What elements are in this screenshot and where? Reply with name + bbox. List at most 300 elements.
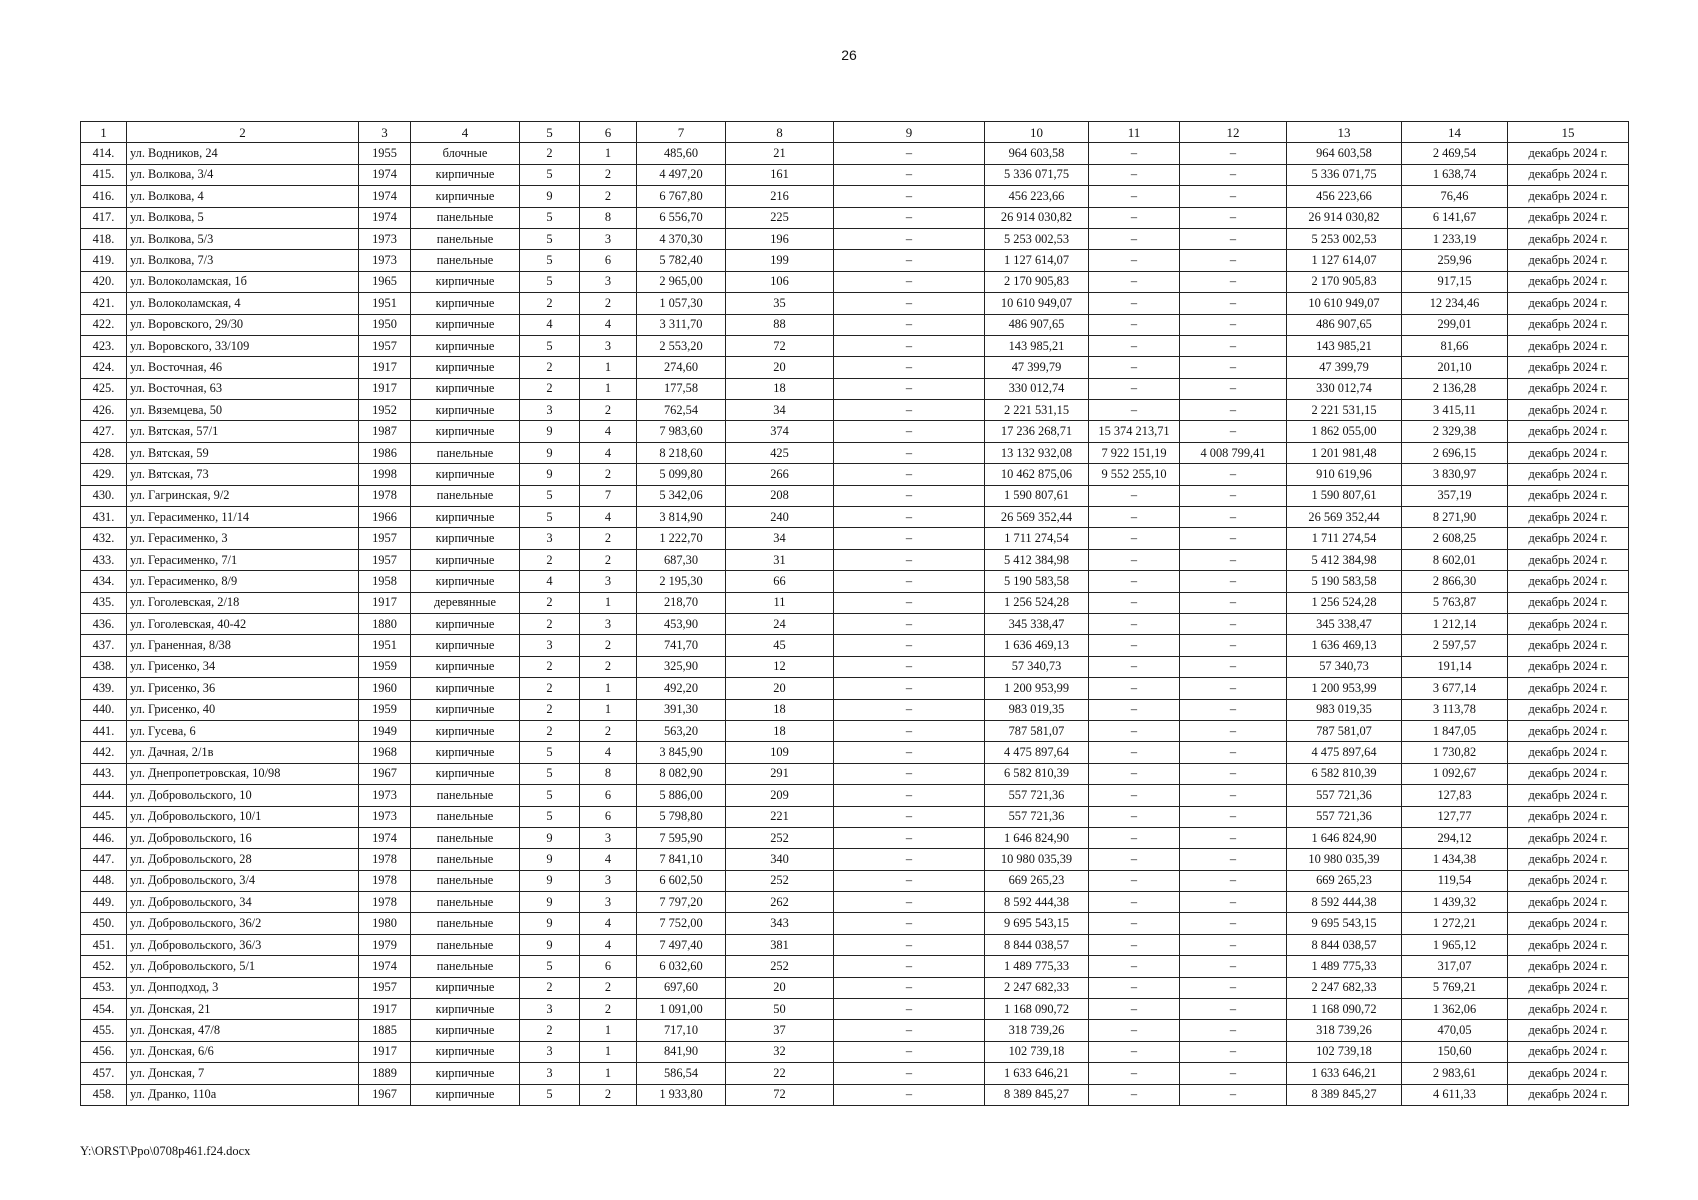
table-cell: 456 223,66 — [985, 186, 1089, 207]
table-cell: 1 434,38 — [1402, 849, 1508, 870]
table-cell: декабрь 2024 г. — [1508, 1084, 1629, 1105]
table-cell: – — [834, 250, 985, 271]
table-cell: 3 677,14 — [1402, 678, 1508, 699]
table-cell: 6 582 810,39 — [985, 763, 1089, 784]
table-cell: 45 — [726, 635, 834, 656]
table-cell: – — [834, 827, 985, 848]
table-cell: 2 — [520, 678, 580, 699]
table-cell: 1967 — [359, 1084, 411, 1105]
table-cell: 9 695 543,15 — [1287, 913, 1402, 934]
table-cell: 318 739,26 — [1287, 1020, 1402, 1041]
table-cell: 5 336 071,75 — [985, 164, 1089, 185]
file-path-footer: Y:\ORST\Ppo\0708p461.f24.docx — [80, 1144, 251, 1158]
table-cell: 417. — [81, 207, 127, 228]
table-cell: декабрь 2024 г. — [1508, 314, 1629, 335]
table-cell: – — [834, 485, 985, 506]
column-header-14: 14 — [1402, 122, 1508, 143]
table-cell: ул. Герасименко, 8/9 — [127, 571, 359, 592]
table-cell: 5 190 583,58 — [1287, 571, 1402, 592]
table-cell: ул. Гоголевская, 40-42 — [127, 613, 359, 634]
table-cell: – — [1089, 143, 1180, 164]
table-cell: декабрь 2024 г. — [1508, 528, 1629, 549]
table-cell: 1959 — [359, 656, 411, 677]
table-cell: 8 — [580, 207, 637, 228]
table-cell: 9 — [520, 913, 580, 934]
table-cell: ул. Донская, 47/8 — [127, 1020, 359, 1041]
table-cell: декабрь 2024 г. — [1508, 827, 1629, 848]
table-cell: 1968 — [359, 742, 411, 763]
table-cell: 357,19 — [1402, 485, 1508, 506]
table-cell: – — [834, 207, 985, 228]
table-row — [81, 1020, 1629, 1041]
table-cell: 4 — [580, 913, 637, 934]
table-row — [81, 335, 1629, 356]
table-cell: 20 — [726, 977, 834, 998]
table-cell: 2 221 531,15 — [985, 400, 1089, 421]
table-cell: панельные — [411, 870, 520, 891]
table-cell: 3 — [580, 870, 637, 891]
table-cell: 456 223,66 — [1287, 186, 1402, 207]
table-cell: кирпичные — [411, 549, 520, 570]
table-cell: 161 — [726, 164, 834, 185]
table-cell: 2 553,20 — [637, 335, 726, 356]
table-cell: – — [1180, 357, 1287, 378]
table-cell: 2 — [580, 999, 637, 1020]
table-cell: ул. Вятская, 57/1 — [127, 421, 359, 442]
table-cell: 10 980 035,39 — [1287, 849, 1402, 870]
table-cell: 964 603,58 — [985, 143, 1089, 164]
table-cell: – — [1180, 763, 1287, 784]
table-cell: 343 — [726, 913, 834, 934]
table-cell: декабрь 2024 г. — [1508, 335, 1629, 356]
column-header-13: 13 — [1287, 122, 1402, 143]
table-row — [81, 293, 1629, 314]
table-cell: – — [834, 613, 985, 634]
table-cell: 1 — [580, 357, 637, 378]
table-cell: 318 739,26 — [985, 1020, 1089, 1041]
table-cell: 557 721,36 — [1287, 785, 1402, 806]
table-cell: 2 170 905,83 — [1287, 271, 1402, 292]
table-cell: 1 — [580, 378, 637, 399]
table-cell: – — [1180, 892, 1287, 913]
table-cell: 4 475 897,64 — [1287, 742, 1402, 763]
table-cell: – — [1089, 999, 1180, 1020]
table-cell: – — [834, 421, 985, 442]
table-cell: 5 253 002,53 — [985, 228, 1089, 249]
table-cell: – — [1180, 785, 1287, 806]
table-cell: – — [1089, 164, 1180, 185]
table-cell: 5 190 583,58 — [985, 571, 1089, 592]
table-cell: 4 008 799,41 — [1180, 442, 1287, 463]
table-cell: 2 221 531,15 — [1287, 400, 1402, 421]
table-cell: – — [1089, 635, 1180, 656]
table-row — [81, 571, 1629, 592]
table-cell: – — [1089, 592, 1180, 613]
table-row — [81, 421, 1629, 442]
table-cell: – — [1089, 806, 1180, 827]
table-cell: 291 — [726, 763, 834, 784]
table-cell: 3 — [580, 613, 637, 634]
table-cell: 119,54 — [1402, 870, 1508, 891]
table-cell: 72 — [726, 1084, 834, 1105]
table-cell: – — [834, 335, 985, 356]
table-cell: декабрь 2024 г. — [1508, 186, 1629, 207]
table-cell: 453. — [81, 977, 127, 998]
table-cell: 437. — [81, 635, 127, 656]
table-cell: 143 985,21 — [1287, 335, 1402, 356]
table-cell: 1 057,30 — [637, 293, 726, 314]
table-cell: – — [1180, 571, 1287, 592]
table-cell: – — [1180, 849, 1287, 870]
table-cell: 1966 — [359, 507, 411, 528]
table-cell: 3 — [520, 528, 580, 549]
table-cell: – — [1089, 913, 1180, 934]
table-cell: 741,70 — [637, 635, 726, 656]
table-cell: – — [1089, 335, 1180, 356]
table-cell: кирпичные — [411, 1063, 520, 1084]
table-cell: – — [834, 507, 985, 528]
table-cell: 418. — [81, 228, 127, 249]
table-cell: 1974 — [359, 186, 411, 207]
table-cell: 2 965,00 — [637, 271, 726, 292]
table-row — [81, 763, 1629, 784]
table-cell: ул. Водников, 24 — [127, 143, 359, 164]
table-cell: – — [1089, 528, 1180, 549]
table-cell: 81,66 — [1402, 335, 1508, 356]
table-cell: панельные — [411, 228, 520, 249]
table-cell: – — [1180, 827, 1287, 848]
table-cell: 109 — [726, 742, 834, 763]
table-cell: 24 — [726, 613, 834, 634]
table-cell: 2 — [580, 1084, 637, 1105]
table-cell: декабрь 2024 г. — [1508, 806, 1629, 827]
table-row — [81, 892, 1629, 913]
table-cell: ул. Волкова, 7/3 — [127, 250, 359, 271]
table-cell: – — [1089, 656, 1180, 677]
table-cell: 687,30 — [637, 549, 726, 570]
table-cell: 50 — [726, 999, 834, 1020]
table-cell: 442. — [81, 742, 127, 763]
table-cell: ул. Добровольского, 5/1 — [127, 956, 359, 977]
table-cell: 15 374 213,71 — [1089, 421, 1180, 442]
table-cell: – — [1180, 400, 1287, 421]
table-cell: 441. — [81, 720, 127, 741]
table-row — [81, 934, 1629, 955]
table-cell: – — [1180, 934, 1287, 955]
table-cell: 20 — [726, 357, 834, 378]
table-cell: – — [1089, 186, 1180, 207]
table-cell: 1957 — [359, 528, 411, 549]
table-cell: декабрь 2024 г. — [1508, 934, 1629, 955]
table-cell: 12 234,46 — [1402, 293, 1508, 314]
table-cell: 2 — [580, 186, 637, 207]
table-cell: ул. Герасименко, 11/14 — [127, 507, 359, 528]
table-row — [81, 271, 1629, 292]
table-cell: 6 032,60 — [637, 956, 726, 977]
table-cell: 1951 — [359, 635, 411, 656]
table-cell: декабрь 2024 г. — [1508, 913, 1629, 934]
table-cell: 252 — [726, 956, 834, 977]
table-cell: декабрь 2024 г. — [1508, 293, 1629, 314]
table-cell: – — [1180, 143, 1287, 164]
table-cell: 423. — [81, 335, 127, 356]
table-cell: – — [1180, 207, 1287, 228]
table-cell: 9 — [520, 870, 580, 891]
table-row — [81, 228, 1629, 249]
table-cell: 2 136,28 — [1402, 378, 1508, 399]
table-row — [81, 656, 1629, 677]
table-cell: кирпичные — [411, 335, 520, 356]
page-number: 26 — [841, 47, 857, 63]
table-cell: – — [834, 977, 985, 998]
table-cell: 1 256 524,28 — [1287, 592, 1402, 613]
table-cell: 1957 — [359, 977, 411, 998]
table-cell: 2 608,25 — [1402, 528, 1508, 549]
table-cell: 8 271,90 — [1402, 507, 1508, 528]
table-cell: 9 — [520, 464, 580, 485]
table-cell: кирпичные — [411, 763, 520, 784]
table-cell: 1951 — [359, 293, 411, 314]
table-cell: 419. — [81, 250, 127, 271]
table-cell: 1 127 614,07 — [1287, 250, 1402, 271]
table-cell: декабрь 2024 г. — [1508, 442, 1629, 463]
table-cell: 1978 — [359, 485, 411, 506]
table-cell: 4 497,20 — [637, 164, 726, 185]
table-cell: 199 — [726, 250, 834, 271]
table-cell: 458. — [81, 1084, 127, 1105]
table-cell: 1 272,21 — [1402, 913, 1508, 934]
table-cell: – — [834, 549, 985, 570]
table-cell: кирпичные — [411, 293, 520, 314]
table-cell: 34 — [726, 400, 834, 421]
table-cell: декабрь 2024 г. — [1508, 507, 1629, 528]
table-cell: кирпичные — [411, 271, 520, 292]
table-cell: 586,54 — [637, 1063, 726, 1084]
table-cell: 299,01 — [1402, 314, 1508, 335]
table-cell: декабрь 2024 г. — [1508, 571, 1629, 592]
table-cell: 57 340,73 — [985, 656, 1089, 677]
table-cell: ул. Гусева, 6 — [127, 720, 359, 741]
column-header-7: 7 — [637, 122, 726, 143]
table-cell: 3 — [520, 400, 580, 421]
table-cell: – — [1180, 870, 1287, 891]
table-cell: 391,30 — [637, 699, 726, 720]
table-cell: 8 218,60 — [637, 442, 726, 463]
table-cell: 1 091,00 — [637, 999, 726, 1020]
table-cell: кирпичные — [411, 357, 520, 378]
table-cell: 6 767,80 — [637, 186, 726, 207]
table-cell: 2 — [520, 977, 580, 998]
table-cell: – — [834, 678, 985, 699]
table-cell: – — [1180, 720, 1287, 741]
table-cell: 1958 — [359, 571, 411, 592]
table-cell: 445. — [81, 806, 127, 827]
table-cell: 1974 — [359, 956, 411, 977]
table-cell: кирпичные — [411, 635, 520, 656]
table-row — [81, 164, 1629, 185]
housing-register-table — [80, 121, 1629, 1106]
table-cell: панельные — [411, 250, 520, 271]
table-cell: 7 595,90 — [637, 827, 726, 848]
column-header-15: 15 — [1508, 122, 1629, 143]
table-cell: 345 338,47 — [985, 613, 1089, 634]
table-cell: декабрь 2024 г. — [1508, 549, 1629, 570]
table-cell: декабрь 2024 г. — [1508, 1063, 1629, 1084]
table-cell: кирпичные — [411, 507, 520, 528]
table-cell: 1 711 274,54 — [985, 528, 1089, 549]
table-cell: панельные — [411, 892, 520, 913]
table-row — [81, 956, 1629, 977]
table-cell: кирпичные — [411, 186, 520, 207]
column-header-11: 11 — [1089, 122, 1180, 143]
table-cell: 2 469,54 — [1402, 143, 1508, 164]
table-cell: 3 — [580, 892, 637, 913]
table-cell: – — [1089, 720, 1180, 741]
table-cell: 66 — [726, 571, 834, 592]
table-cell: 5 342,06 — [637, 485, 726, 506]
table-cell: 4 — [580, 849, 637, 870]
table-cell: 2 597,57 — [1402, 635, 1508, 656]
table-row — [81, 549, 1629, 570]
table-cell: 557 721,36 — [1287, 806, 1402, 827]
table-cell: 11 — [726, 592, 834, 613]
table-cell: 717,10 — [637, 1020, 726, 1041]
table-cell: 3 — [580, 571, 637, 592]
table-cell: 26 914 030,82 — [1287, 207, 1402, 228]
table-cell: 5 412 384,98 — [985, 549, 1089, 570]
table-cell: 6 141,67 — [1402, 207, 1508, 228]
table-cell: ул. Донская, 7 — [127, 1063, 359, 1084]
table-cell: 983 019,35 — [1287, 699, 1402, 720]
table-cell: 787 581,07 — [1287, 720, 1402, 741]
table-cell: – — [1089, 742, 1180, 763]
table-cell: декабрь 2024 г. — [1508, 999, 1629, 1020]
table-cell: 3 — [580, 228, 637, 249]
table-cell: 127,77 — [1402, 806, 1508, 827]
table-cell: 209 — [726, 785, 834, 806]
table-cell: 216 — [726, 186, 834, 207]
table-cell: 1986 — [359, 442, 411, 463]
table-cell: – — [1180, 699, 1287, 720]
table-cell: – — [834, 464, 985, 485]
table-cell: 4 — [580, 507, 637, 528]
table-cell: 5 — [520, 207, 580, 228]
table-cell: ул. Волоколамская, 4 — [127, 293, 359, 314]
table-cell: кирпичные — [411, 977, 520, 998]
table-row — [81, 378, 1629, 399]
table-cell: 1 965,12 — [1402, 934, 1508, 955]
table-cell: 1 590 807,61 — [985, 485, 1089, 506]
table-cell: – — [834, 635, 985, 656]
table-cell: 34 — [726, 528, 834, 549]
table-cell: 485,60 — [637, 143, 726, 164]
table-cell: 330 012,74 — [985, 378, 1089, 399]
table-cell: 1987 — [359, 421, 411, 442]
table-cell: – — [834, 870, 985, 891]
table-cell: 2 866,30 — [1402, 571, 1508, 592]
column-header-9: 9 — [834, 122, 985, 143]
table-cell: ул. Дачная, 2/1в — [127, 742, 359, 763]
table-cell: – — [1180, 164, 1287, 185]
table-cell: ул. Гоголевская, 2/18 — [127, 592, 359, 613]
table-cell: ул. Волкова, 3/4 — [127, 164, 359, 185]
table-cell: – — [1180, 421, 1287, 442]
table-cell: – — [834, 271, 985, 292]
table-cell: – — [1180, 250, 1287, 271]
table-cell: 3 — [520, 635, 580, 656]
table-cell: ул. Добровольского, 34 — [127, 892, 359, 913]
table-cell: 22 — [726, 1063, 834, 1084]
table-cell: 3 830,97 — [1402, 464, 1508, 485]
table-cell: ул. Воровского, 29/30 — [127, 314, 359, 335]
table-cell: 2 983,61 — [1402, 1063, 1508, 1084]
table-cell: 2 — [580, 656, 637, 677]
table-cell: 1 646 824,90 — [1287, 827, 1402, 848]
table-cell: 5 099,80 — [637, 464, 726, 485]
table-cell: 431. — [81, 507, 127, 528]
table-cell: 143 985,21 — [985, 335, 1089, 356]
column-header-3: 3 — [359, 122, 411, 143]
table-cell: 1 489 775,33 — [1287, 956, 1402, 977]
table-cell: – — [1180, 999, 1287, 1020]
table-cell: 415. — [81, 164, 127, 185]
table-cell: 1 168 090,72 — [1287, 999, 1402, 1020]
table-cell: – — [1180, 592, 1287, 613]
table-cell: 381 — [726, 934, 834, 955]
table-cell: 1998 — [359, 464, 411, 485]
table-cell: 2 — [580, 635, 637, 656]
column-header-1: 1 — [81, 122, 127, 143]
table-cell: 9 552 255,10 — [1089, 464, 1180, 485]
table-cell: 1 633 646,21 — [1287, 1063, 1402, 1084]
table-cell: – — [1180, 635, 1287, 656]
table-cell: 910 619,96 — [1287, 464, 1402, 485]
table-cell: 6 — [580, 806, 637, 827]
table-cell: 450. — [81, 913, 127, 934]
table-cell: 5 — [520, 335, 580, 356]
table-cell: – — [1089, 1084, 1180, 1105]
table-cell: 2 — [520, 613, 580, 634]
table-cell: 3 845,90 — [637, 742, 726, 763]
table-cell: 8 389 845,27 — [985, 1084, 1089, 1105]
table-row — [81, 507, 1629, 528]
table-cell: кирпичные — [411, 742, 520, 763]
table-row — [81, 720, 1629, 741]
table-cell: 2 247 682,33 — [1287, 977, 1402, 998]
table-cell: 486 907,65 — [985, 314, 1089, 335]
table-cell: 432. — [81, 528, 127, 549]
table-cell: 444. — [81, 785, 127, 806]
column-header-5: 5 — [520, 122, 580, 143]
table-cell: кирпичные — [411, 699, 520, 720]
table-cell: 9 — [520, 442, 580, 463]
table-cell: 13 132 932,08 — [985, 442, 1089, 463]
table-row — [81, 207, 1629, 228]
table-cell: 1917 — [359, 378, 411, 399]
table-cell: 1889 — [359, 1063, 411, 1084]
table-cell: 1957 — [359, 335, 411, 356]
table-cell: кирпичные — [411, 678, 520, 699]
table-cell: 18 — [726, 699, 834, 720]
table-cell: 1978 — [359, 849, 411, 870]
table-cell: ул. Добровольского, 16 — [127, 827, 359, 848]
table-cell: 2 — [520, 656, 580, 677]
table-cell: – — [1089, 485, 1180, 506]
table-cell: 8 592 444,38 — [985, 892, 1089, 913]
table-cell: 9 — [520, 827, 580, 848]
table-cell: ул. Волоколамская, 1б — [127, 271, 359, 292]
table-cell: 428. — [81, 442, 127, 463]
